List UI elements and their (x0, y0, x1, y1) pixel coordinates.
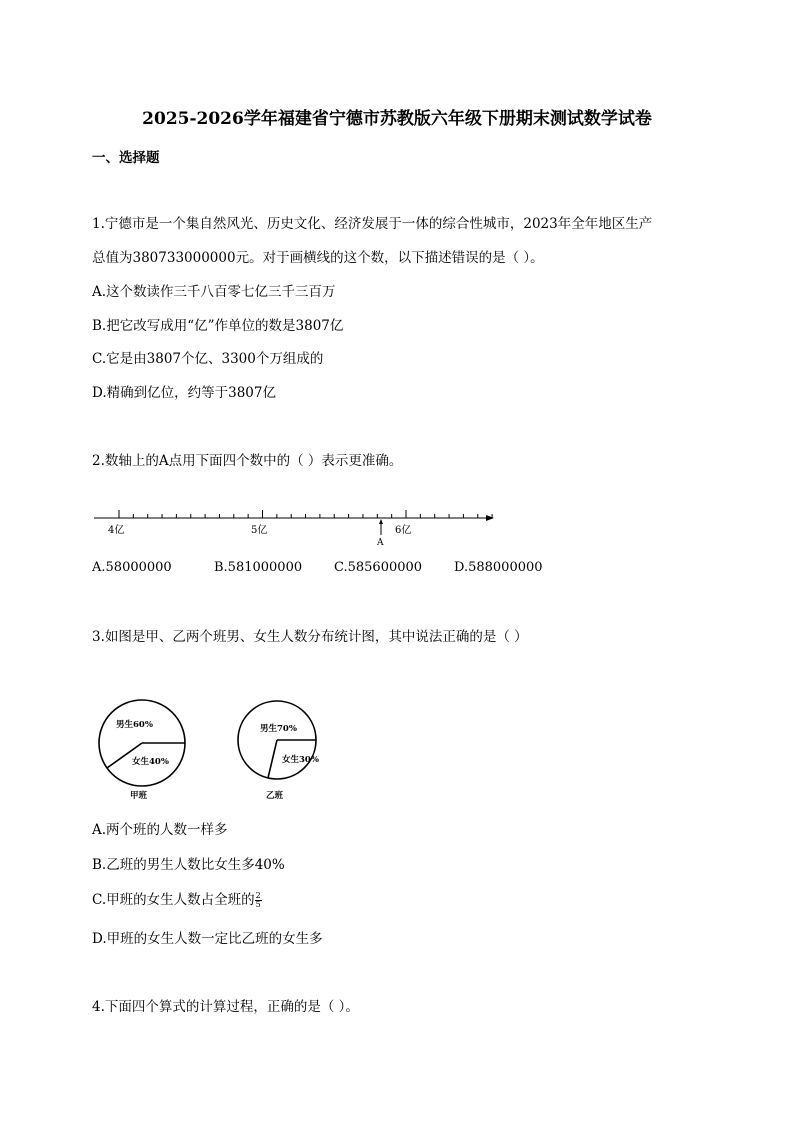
point-a-label: A (377, 538, 384, 548)
q2-option-a: A.58000000 (92, 560, 172, 575)
axis-label-4: 4亿 (108, 525, 125, 536)
axis-label-5: 5亿 (251, 525, 268, 536)
q1-option-d: D.精确到亿位，约等于3807亿 (92, 385, 276, 401)
q3-stem: 3.如图是甲、乙两个班男、女生人数分布统计图，其中说法正确的是（ ） (92, 629, 528, 645)
q3-option-c-text: C.甲班的女生人数占全班的 (92, 892, 255, 908)
q4-stem: 4.下面四个算式的计算过程，正确的是（ ）。 (92, 999, 359, 1015)
q3-option-a: A.两个班的人数一样多 (92, 822, 228, 838)
q2-option-d: D.588000000 (454, 560, 543, 575)
pie-yi-caption: 乙班 (266, 791, 284, 801)
q2-stem: 2.数轴上的A点用下面四个数中的（ ）表示更准确。 (92, 453, 403, 469)
point-a-arrowhead (379, 519, 383, 524)
q2-option-b: B.581000000 (214, 560, 303, 575)
pie-jia-girls-label: 女生40% (132, 757, 169, 767)
q1-stem-line1: 1.宁德市是一个集自然风光、历史文化、经济发展于一体的综合性城市，2023年全年地区生产 (92, 216, 653, 232)
exam-title: 2025-2026学年福建省宁德市苏教版六年级下册期末测试数学试卷 (142, 109, 652, 129)
number-line (90, 505, 510, 551)
q1-option-b: B.把它改写成用“亿”作单位的数是3807亿 (92, 318, 344, 334)
q3-option-d: D.甲班的女生人数一定比乙班的女生多 (92, 931, 323, 947)
pie-charts (92, 696, 352, 806)
axis-label-6: 6亿 (395, 525, 412, 536)
pie-jia-boys-label: 男生60% (116, 720, 153, 730)
fraction-denominator: 5 (255, 900, 261, 909)
fraction (255, 892, 262, 909)
section-heading: 一、选择题 (92, 150, 160, 166)
q1-option-a: A.这个数读作三千八百零七亿三千三百万 (92, 284, 336, 300)
pie-jia-caption: 甲班 (130, 791, 148, 801)
pie-yi-girls-label: 女生30% (282, 755, 319, 765)
q3-option-c (92, 888, 262, 909)
q1-stem-line2: 总值为380733000000元。对于画横线的这个数，以下描述错误的是（ ）。 (92, 250, 544, 266)
pie-yi-boys-label: 男生70% (260, 724, 297, 734)
fraction-numerator: 2 (255, 891, 261, 900)
q3-option-b: B.乙班的男生人数比女生多40% (92, 857, 285, 873)
q2-option-c: C.585600000 (334, 560, 423, 575)
q1-option-c: C.它是由3807个亿、3300个万组成的 (92, 351, 324, 367)
